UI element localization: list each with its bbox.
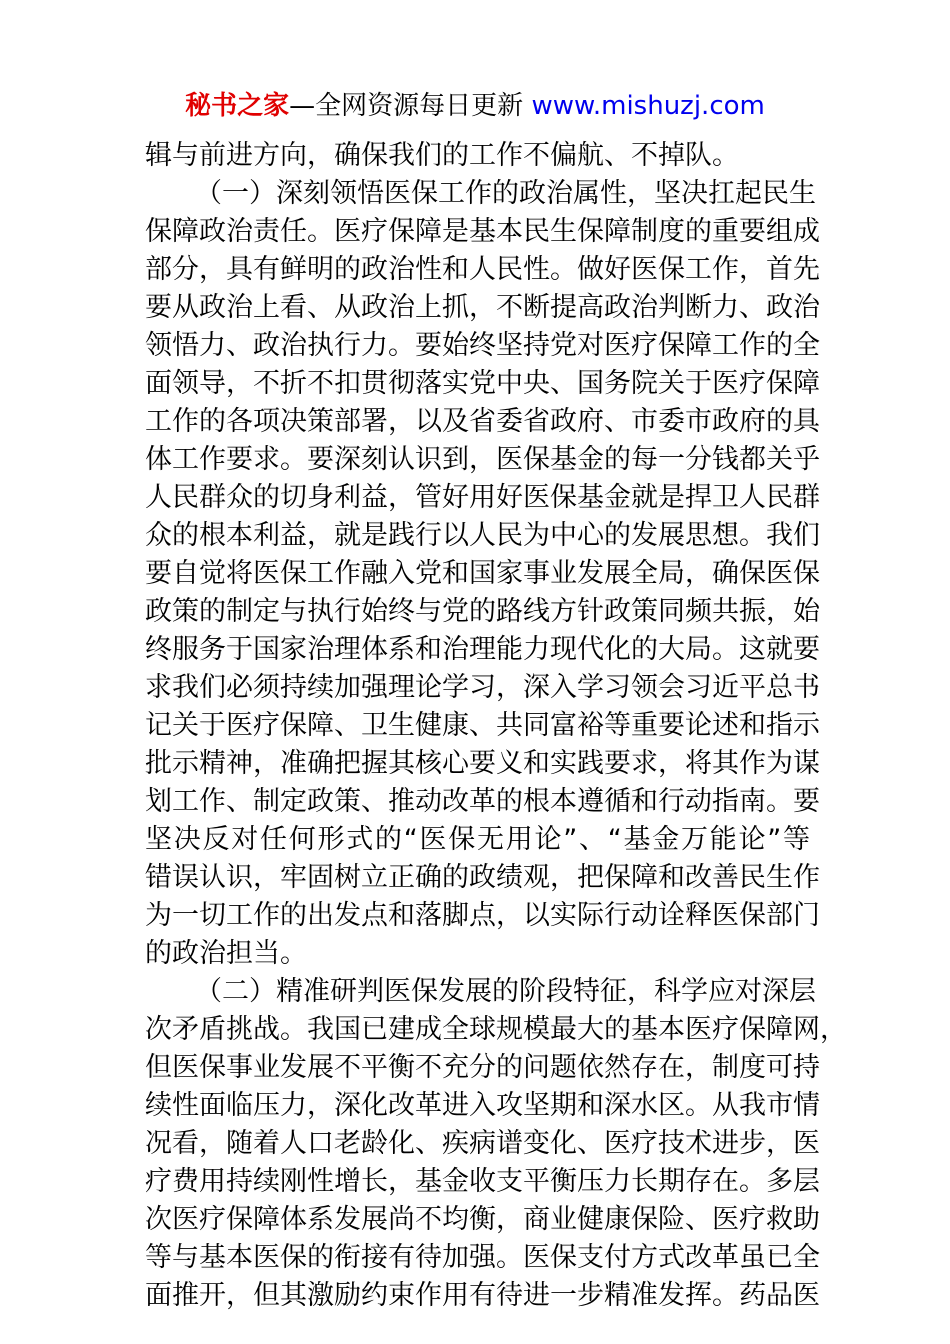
text-line: 终服务于国家治理体系和治理能力现代化的大局。这就要 [145, 634, 820, 665]
text-line: 记关于医疗保障、卫生健康、共同富裕等重要论述和指示 [145, 710, 820, 741]
text-line: 保障政治责任。医疗保障是基本民生保障制度的重要组成 [145, 216, 820, 247]
text-line: 要从政治上看、从政治上抓，不断提高政治判断力、政治 [145, 292, 820, 323]
text-line: 众的根本利益，就是践行以人民为中心的发展思想。我们 [145, 520, 820, 551]
text-line: 面领导，不折不扣贯彻落实党中央、国务院关于医疗保障 [145, 368, 820, 399]
text-line: 次矛盾挑战。我国已建成全球规模最大的基本医疗保障网， [145, 1014, 847, 1045]
document-body [145, 137, 847, 1315]
text-line: 但医保事业发展不平衡不充分的问题依然存在，制度可持 [145, 1052, 820, 1083]
site-url-link[interactable]: www.mishuzj.com [531, 91, 765, 121]
text-line: 况看，随着人口老龄化、疾病谱变化、医疗技术进步，医 [145, 1128, 820, 1159]
text-line: 求我们必须持续加强理论学习，深入学习领会习近平总书 [145, 672, 820, 703]
text-line: 划工作、制定政策、推动改革的根本遵循和行动指南。要 [145, 786, 820, 817]
text-line: 领悟力、政治执行力。要始终坚持党对医疗保障工作的全 [145, 330, 820, 361]
paragraph-heading-line: （二）精准研判医保发展的阶段特征，科学应对深层 [195, 976, 816, 1007]
text-line: 续性面临压力，深化改革进入攻坚期和深水区。从我市情 [145, 1090, 820, 1121]
text-line: 等与基本医保的衔接有待加强。医保支付方式改革虽已全 [145, 1242, 820, 1273]
text-line: 错误认识，牢固树立正确的政绩观，把保障和改善民生作 [145, 862, 820, 893]
paragraph-heading-line: （一）深刻领悟医保工作的政治属性，坚决扛起民生 [195, 178, 816, 209]
text-line: 政策的制定与执行始终与党的路线方针政策同频共振，始 [145, 596, 820, 627]
text-line: 次医疗保障体系发展尚不均衡，商业健康保险、医疗救助 [145, 1204, 820, 1235]
text-line: 要自觉将医保工作融入党和国家事业发展全局，确保医保 [145, 558, 820, 589]
text-line: 批示精神，准确把握其核心要义和实践要求，将其作为谋 [145, 748, 820, 779]
text-line: 坚决反对任何形式的“医保无用论”、“基金万能论”等 [145, 824, 810, 855]
text-line: 工作的各项决策部署，以及省委省政府、市委市政府的具 [145, 406, 820, 437]
text-line: 辑与前进方向，确保我们的工作不偏航、不掉队。 [145, 140, 739, 171]
text-line: 面推开，但其激励约束作用有待进一步精准发挥。药品医 [145, 1280, 820, 1311]
header-tagline: —全网资源每日更新 [289, 91, 524, 121]
text-line: 的政治担当。 [145, 938, 307, 969]
site-header [0, 86, 950, 126]
text-line: 人民群众的切身利益，管好用好医保基金就是捍卫人民群 [145, 482, 820, 513]
brand-name: 秘书之家 [185, 91, 290, 121]
text-line: 体工作要求。要深刻认识到，医保基金的每一分钱都关乎 [145, 444, 820, 475]
text-line: 为一切工作的出发点和落脚点，以实际行动诠释医保部门 [145, 900, 820, 931]
text-line: 疗费用持续刚性增长，基金收支平衡压力长期存在。多层 [145, 1166, 820, 1197]
text-line: 部分，具有鲜明的政治性和人民性。做好医保工作，首先 [145, 254, 820, 285]
